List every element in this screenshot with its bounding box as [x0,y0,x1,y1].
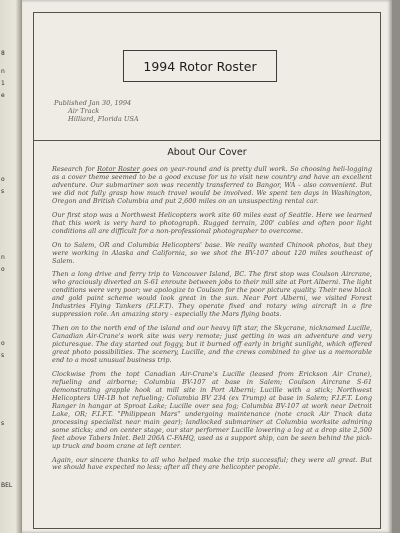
paragraph: Research for Rotor Roster goes on year-round and is pretty dull work. So choosing heli-logging as a cover theme seemed to be a good excuse for us to visit new country and have an excellent adventure. Our submariner son was recently transferred to Bangor, WA - also convenient. But we did not fully grasp how much travel would be involved. We spent ten days in Washington, Oregon and British Columbia and put 2,600 miles on an unsuspecting rental car. [52,165,372,205]
title-box [123,50,277,82]
publication-name: Rotor Roster [97,165,140,173]
prev-page-fragment: BEL [1,482,13,489]
article-body [52,166,372,478]
prev-page-fragment: 8 [1,50,5,57]
paragraph: Then a long drive and ferry trip to Vancouver Island, BC. The first stop was Coulson Aircrane, who graciously diverted an S-61 enroute between jobs to their mill site at Port Alberni. The light conditions were very poor; we apologize to Coulson for the poor picture quality. Their new black and gold paint scheme would look great in the sun. Near Port Alberni, we visited Forest Industries Flying Tankers (F.I.F.T). They operate fixed and rotary wing aircraft in a fire suppression role. An amazing story - especially the Mars flying boats. [52,270,372,319]
publisher-name: Air Track [68,107,100,116]
paragraph: Clockwise from the topt Canadian Air-Crane's Lucille (leased from Erickson Air Crane), refueling and airborne; Columbia BV-107 at base in Salem; Coulson Aircrane S-61 demonstrating grapple hook at mill site in Port Alberni; Lucille with a stick; Northwest Helicopters UH-1B hot refueling; Columbia BV 234 (ex Trump) at base in Salem; F.I.F.T. Long Ranger in hangar at Sproat Lake; Lucille over sea fog; Columbia BV-107 at work near Detroit Lake, OR; F.I.F.T. "Philippean Mars" undergoing maintenance (note crack Air Track data processing specialist near main gear); landlocked submariner at Columbia worksite admiring some sticks; and on center stage, our star performer Lucille lowering a log at a drop site 2,500 feet above Tabers Inlet. Bell 206A C-FAHQ, used as a support ship, can be seen behind the pick-up truck and boom crane at left center. [52,369,372,450]
prev-page-fragment: s [1,188,5,195]
published-date: Published Jan 30, 1994 [54,99,132,107]
prev-page-fragment: n [1,254,5,261]
paragraph: On to Salem, OR and Columbia Helicopters' base. We really wanted Chinook photos, but they were working in Alaska and California, so we shot the BV-107 about 120 miles southeast of Salem. [52,240,372,265]
document-title: 1994 Rotor Roster [143,58,257,74]
publisher-location: Hilliard, Florida USA [68,115,139,124]
prev-page-fragment: s [1,352,5,359]
paragraph: Our first stop was a Northwest Helicopters work site 60 miles east of Seattle. Here we learned that this work is very hard to photograph. Rugged terrain, 200' cables and often poor light conditions all are difficult for a non-professional photographer to overcome. [52,210,372,235]
paragraph: Then on to the north end of the island and our heavy lift star, the Skycrane, nicknamed Lucille, Canadian Air-Crane's work site was very remote; just getting in was an adventure and very picturesque. The day started out foggy, but it burned off early in bright sunlight, which offered great photo possibilities. The scenery, Lucille, and the crews combined to give us a memorable end to a most unusual business trip. [52,324,372,365]
section-divider [34,140,380,141]
prev-page-fragment: e [1,92,5,99]
prev-page-fragment: o [1,340,5,347]
prev-page-fragment: 1 [1,80,5,87]
prev-page-fragment: o [1,176,5,183]
document-page [22,0,392,533]
publication-info [54,99,139,124]
prev-page-fragment: s [1,420,5,427]
previous-page-edge [0,0,22,533]
prev-page-fragment: o [1,266,5,273]
paragraph: Again, our sincere thanks to all who helped make the trip successful; they were all great. But we should have expected no less; after all they are helicopter people. [52,455,372,472]
prev-page-fragment: n [1,68,5,75]
section-title: About Our Cover [167,147,247,158]
